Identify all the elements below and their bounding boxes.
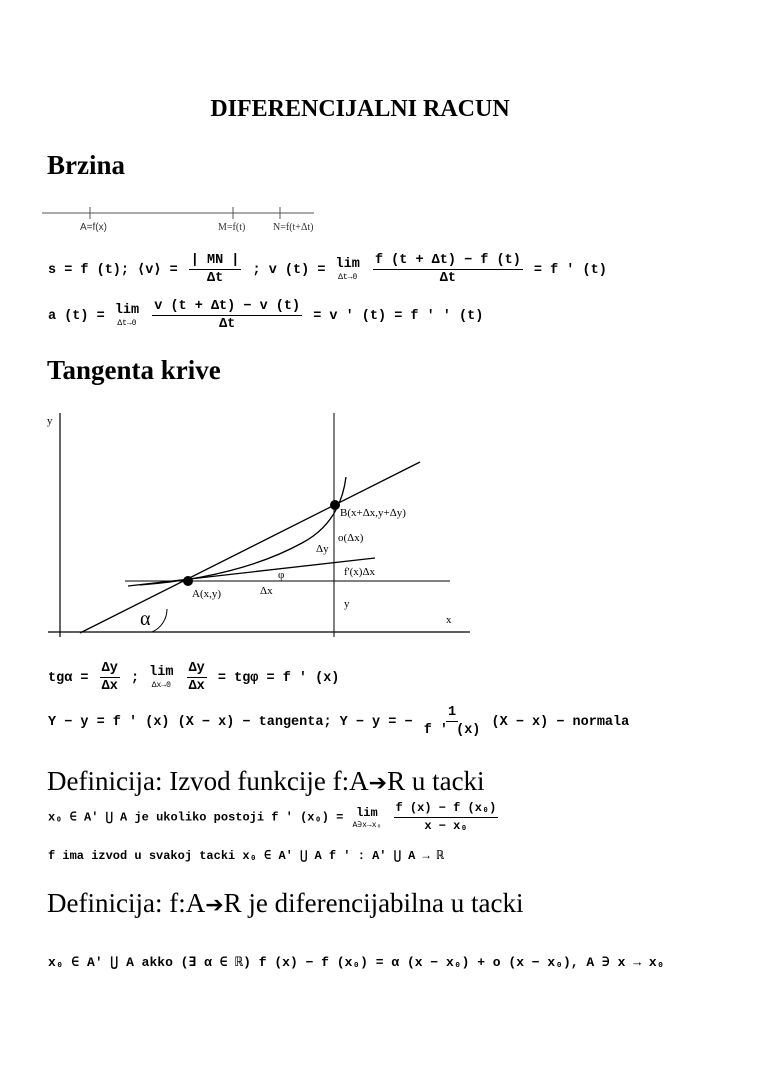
phi-label: φ (278, 569, 285, 581)
limit (353, 805, 382, 830)
point-a-label: A(x,y) (192, 588, 222, 600)
dy-dx-fraction (100, 660, 120, 695)
slope-result: = tgφ = f ' (x) (217, 671, 340, 687)
fraction-denominator: Δt (219, 317, 236, 332)
fraction-denominator: x − x₀ (424, 819, 468, 833)
limit-word: lim (114, 303, 140, 318)
derivative-definition-equation (48, 800, 501, 835)
derivative-condition: x₀ ∈ A' ⋃ A je ukoliko postoji f ' (x₀) = (48, 810, 344, 825)
tga-label: tgα = (48, 671, 89, 687)
fraction-numerator: 1 (447, 705, 457, 720)
limit-word: lim (149, 665, 174, 680)
acceleration-result: = v ' (t) = f ' ' (t) (313, 309, 484, 325)
limit (149, 665, 173, 690)
fraction-denominator: f ' (x) (423, 723, 481, 738)
slope-equation (48, 660, 339, 695)
section-heading-brzina: Brzina (47, 150, 125, 180)
differentiability-equation: x₀ ∈ A' ⋃ A akko (∃ α ∈ ℝ) f (x) − f (x₀) = α (x − x₀) + o (x − x₀), A ∋ x → x₀ (48, 955, 665, 970)
point-b-label: B(x+Δx,y+Δy) (340, 507, 406, 519)
velocity-equation (48, 252, 607, 287)
y-value-label: y (344, 598, 350, 610)
fraction-numerator: v (t + Δt) − v (t) (154, 299, 301, 314)
label-m: M=f(t) (218, 222, 246, 233)
definition-differentiable (47, 888, 524, 919)
fraction-numerator: Δy (101, 661, 118, 676)
dy-dx-limit-fraction (187, 660, 207, 695)
fraction-numerator: | MN | (190, 253, 240, 268)
alpha-label: α (140, 608, 151, 630)
avg-velocity-label: ⟨v⟩ = (137, 263, 178, 279)
tangent-normal-equation (48, 704, 629, 739)
avg-velocity-fraction (189, 252, 242, 287)
point-a-dot (183, 576, 193, 586)
v-definition: ; v (t) = (252, 263, 326, 279)
delta-y-label: Δy (316, 543, 329, 555)
limit-subscript: A∋x→x₀ (352, 821, 382, 830)
number-line-figure (42, 202, 332, 234)
limit-subscript: Δt→0 (338, 273, 358, 282)
tangent-equation: Y − y = f ' (x) (X − x) − tangenta; (48, 715, 332, 731)
o-dx-label: o(Δx) (338, 532, 364, 544)
curve (140, 477, 346, 585)
page-title: DIFERENCIJALNI RACUN (210, 96, 510, 122)
limit (336, 257, 360, 282)
velocity-result: = f ' (t) (533, 263, 607, 279)
fraction-numerator: f (t + Δt) − f (t) (374, 253, 521, 268)
definition-text-end: R je diferencijabilna u tacki (223, 888, 524, 918)
limit-subscript: Δt→0 (117, 319, 137, 328)
arrow-icon: ➔ (368, 770, 388, 795)
definition-text: Definicija: f:A (47, 888, 206, 918)
limit-word: lim (356, 806, 378, 820)
fraction-denominator: Δt (207, 271, 224, 286)
section-heading-tangenta: Tangenta krive (47, 355, 221, 385)
limit (115, 303, 139, 328)
fraction-denominator: Δt (439, 271, 456, 286)
secant-line (80, 462, 420, 633)
normal-right: (X − x) − normala (491, 715, 630, 731)
acceleration-equation (48, 298, 483, 333)
point-b-dot (330, 500, 340, 510)
delta-x-label: Δx (260, 585, 273, 597)
x-axis-label: x (446, 614, 452, 626)
fraction-numerator: Δy (188, 661, 205, 676)
definition-derivative (47, 766, 485, 797)
alpha-arc (152, 609, 167, 632)
label-n: N=f(t+Δt) (273, 222, 314, 233)
tangent-graph (40, 405, 475, 645)
tangent-line (128, 558, 375, 586)
a-definition: a (t) = (48, 309, 105, 325)
definition-text: Definicija: Izvod funkcije f:A (47, 766, 369, 796)
fraction-numerator: f (x) − f (x₀) (394, 800, 499, 818)
arrow-icon: ➔ (205, 892, 224, 917)
separator: ; (130, 671, 140, 687)
normal-fraction (424, 704, 481, 739)
derivative-everywhere-line: f ima izvod u svakoj tacki x₀ ∈ A' ⋃ A f ' : A' ⋃ A → ℝ (48, 849, 445, 863)
definition-text-end: R u tacki (387, 766, 485, 796)
limit-word: lim (335, 257, 360, 272)
acceleration-fraction (152, 298, 302, 333)
y-axis-label: y (47, 415, 53, 427)
s-definition: s = f (t); (48, 263, 130, 279)
fdx-label: f'(x)Δx (344, 566, 376, 578)
derivative-fraction (394, 800, 499, 835)
fraction-denominator: Δx (101, 679, 118, 694)
velocity-fraction (373, 252, 523, 287)
label-a: A=f(x) (80, 222, 107, 233)
normal-left: Y − y = − (339, 715, 413, 731)
fraction-denominator: Δx (188, 679, 205, 694)
limit-subscript: Δx→0 (151, 681, 171, 690)
